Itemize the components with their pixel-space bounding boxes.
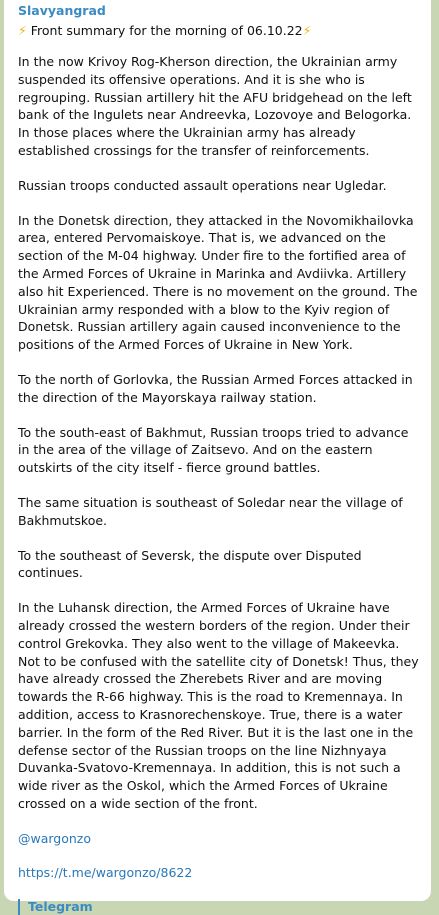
paragraph: In the Luhansk direction, the Armed Forces of Ukraine have already crossed the western borders of the region. Under their control Grekovka. They also went to the village of Makeevka. Not to be confused with the satellite city of Donetsk! Thus, they have already crossed the Zherebets River and are moving towards the R-66 highway. This is the road to Kremennaya. In addition, access to Krasnorechenskoye. True, there is a water barrier. In the form of the Red River. But it is the last one in the defense sector of the Russian troops on the line Nizhnyaya Duvanka-Svatovo-Kremennaya. In addition, this is not such a wide river as the Oskol, which the Armed Forces of Ukraine crossed on a wide section of the front.: [18, 600, 419, 811]
lightning-icon: ⚡: [302, 23, 312, 38]
headline-text: Front summary for the morning of 06.10.22: [26, 23, 303, 38]
paragraph: Russian troops conducted assault operations near Ugledar.: [18, 177, 387, 193]
paragraph: In the Donetsk direction, they attacked in the Novomikhailovka area, entered Pervomaiskoye. That is, we advanced on the section of the M-04 highway. Under fire to the fortified area of the Armed Forces of Ukraine in Marinka and Avdiivka. Artillery also hit Experienced. There is no movement on the ground. The Ukrainian army responded with a blow to the Kyiv region of Donetsk. Russian artillery again caused inconvenience to the positions of the Armed Forces of Ukraine in New York.: [18, 212, 418, 353]
mention-link[interactable]: @wargonzo: [18, 830, 92, 846]
source-url-link[interactable]: https://t.me/wargonzo/8622: [18, 865, 193, 881]
post-headline: [18, 22, 421, 39]
lightning-icon: ⚡: [18, 23, 27, 38]
paragraph: In the now Krivoy Rog-Kherson direction, the Ukrainian army suspended its offensive operations. And it is she who is regrouping. Russian artillery hit the AFU bridgehead on the left bank of the Ingulets near Andreevka, Lozovoye and Belogorka. In those places where the Ukrainian army has already established crossings for the transfer of reinforcements.: [18, 54, 412, 158]
scrollbar[interactable]: [431, 0, 439, 901]
message-bubble: [4, 0, 431, 915]
paragraph: To the north of Gorlovka, the Russian Armed Forces attacked in the direction of the Mayorskaya railway station.: [18, 371, 413, 405]
paragraph: To the southeast of Seversk, the dispute over Disputed continues.: [18, 547, 362, 581]
forwarded-from[interactable]: Telegram: [18, 899, 421, 915]
paragraph: The same situation is southeast of Soledar near the village of Bakhmutskoe.: [18, 494, 403, 528]
channel-name[interactable]: Slavyangrad: [18, 3, 106, 18]
paragraph: To the south-east of Bakhmut, Russian troops tried to advance in the area of the village of Zaitsevo. And on the eastern outskirts of the city itself - fierce ground battles.: [18, 424, 409, 476]
